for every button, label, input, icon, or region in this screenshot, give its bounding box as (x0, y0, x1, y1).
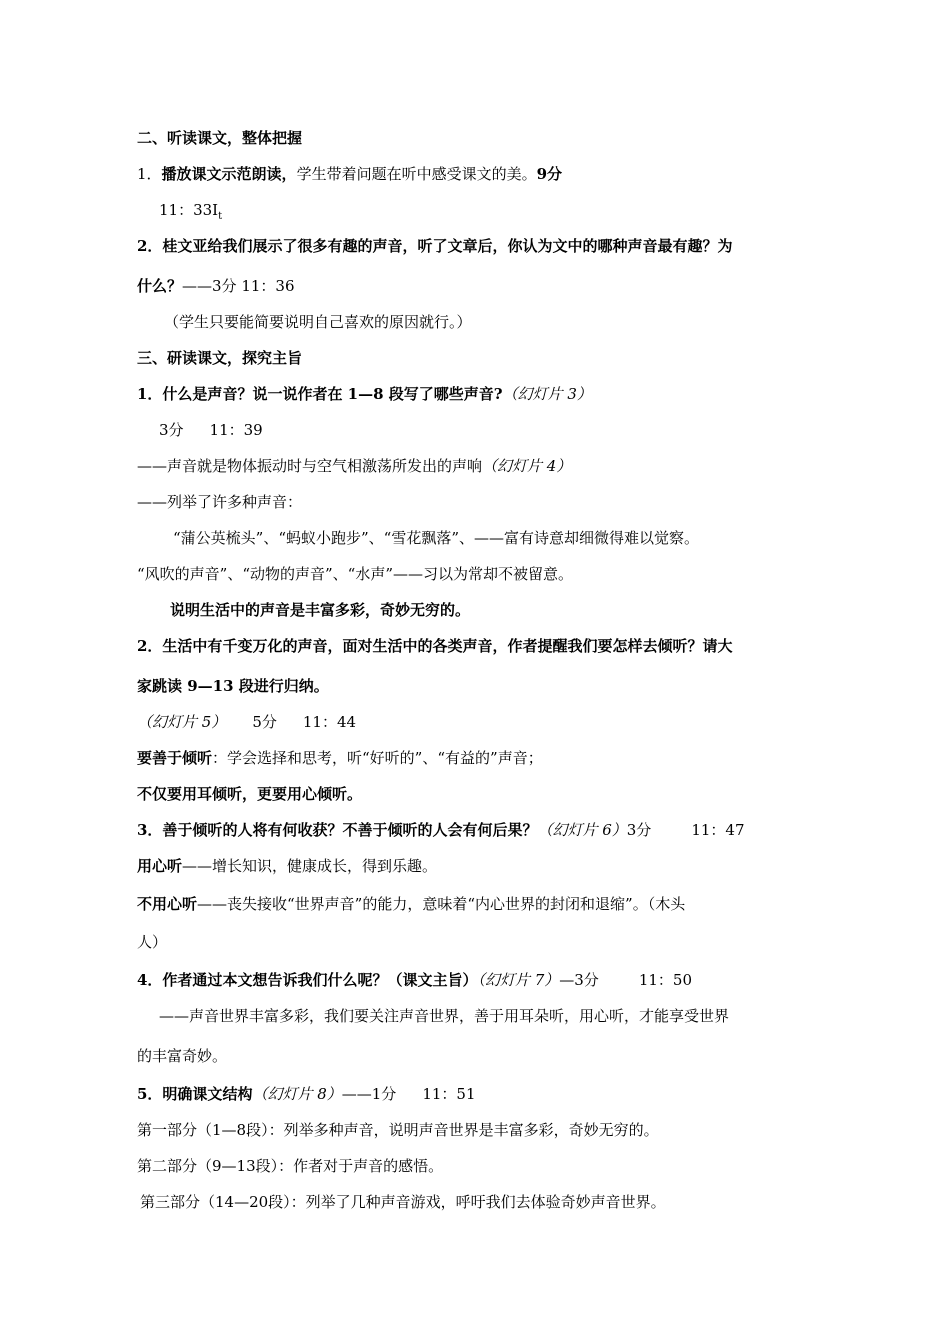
s3-question-4 (137, 970, 930, 990)
answer-bold: 不用心听 (137, 895, 198, 913)
s3-question-1 (137, 384, 930, 404)
s3-q1-answer-4: “风吹的声音”、“动物的声音”、“水声”——习以为常却不被留意。 (137, 565, 574, 583)
s3-q5-part-1: 第一部分（1—8段）：列举多种声音，说明声音世界是丰富多彩，奇妙无穷的。 (137, 1121, 659, 1139)
q-time: 11：44 (302, 713, 357, 731)
q-time: 11：50 (638, 971, 692, 989)
q-bold-text: 什么？ (137, 277, 183, 295)
s3-q1-answer-3: “蒲公英梳头”、“蚂蚁小跑步”、“雪花飘落”、——富有诗意却细微得难以觉察。 (173, 529, 700, 547)
s3-q5-part-2: 第二部分（9—13段）：作者对于声音的感悟。 (137, 1157, 444, 1175)
slide-ref: （幻灯片 4） (482, 457, 572, 475)
s3-q2-answer-2: 不仅要用耳倾听，更要用心倾听。 (137, 785, 363, 803)
s3-q3-answer-2 (137, 894, 930, 914)
s2-note: （学生只要能简要说明自己喜欢的原因就行。） (164, 313, 472, 331)
q-score-time: ——3分 11：36 (182, 277, 295, 295)
q-time: 11：47 (691, 821, 745, 839)
q-text: 学生带着问题在听中感受课文的美。 (296, 165, 537, 183)
s3-q1-conclusion: 说明生活中的声音是丰富多彩，奇妙无穷的。 (170, 601, 471, 619)
q-text: 1．什么是声音？说一说作者在 1—8 段写了哪些声音? (137, 385, 503, 403)
s3-question-3 (137, 820, 930, 840)
slide-ref: （幻灯片 8） (252, 1085, 342, 1103)
section-3-heading: 三、研读课文，探究主旨 (137, 349, 303, 367)
answer-bold: 用心听 (137, 857, 183, 875)
q-time: 11：51 (422, 1085, 476, 1103)
slide-ref: （幻灯片 5） (137, 713, 227, 731)
s3-q3-answer-1 (137, 856, 930, 876)
s3-q2-answer-1 (137, 748, 930, 768)
slide-ref: （幻灯片 7） (477, 971, 560, 989)
q-score: 3分 (626, 821, 652, 839)
s3-q3-answer-2-cont: 人） (137, 933, 168, 951)
q-text: 5．明确课文结构 (137, 1085, 253, 1103)
s3-q1-answer-1 (137, 456, 930, 476)
time-stamp (159, 200, 930, 227)
q-score: 5分 (252, 713, 277, 731)
q-score: 3分 (159, 421, 184, 439)
q-number: 1． (137, 165, 162, 183)
s3-q1-score-time (159, 420, 930, 440)
s3-q5-part-3: 第三部分（14—20段）：列举了几种声音游戏，呼吁我们去体验奇妙声音世界。 (140, 1193, 666, 1211)
s3-question-2-line-2: 家跳读 9—13 段进行归纳。 (137, 677, 329, 695)
answer-text: ：学会选择和思考，听“好听的”、“有益的”声音； (212, 749, 543, 767)
q-bold-text: 播放课文示范朗读， (161, 165, 297, 183)
answer-text: ——增长知识，健康成长，得到乐趣。 (182, 857, 438, 875)
q-score: —3分 (559, 971, 599, 989)
answer-text: ——丧失接收“世界声音”的能力，意味着“内心世界的封闭和退缩”。（木头 (197, 895, 686, 913)
s3-question-5 (137, 1084, 930, 1104)
answer-text: ——声音就是物体振动时与空气相激荡所发出的声响 (137, 457, 483, 475)
s2-question-2-line-1: 2．桂文亚给我们展示了很多有趣的声音，听了文章后，你认为文中的哪种声音最有趣？为 (137, 237, 733, 255)
s2-question-2-line-2 (137, 276, 930, 296)
q-time: 11：39 (209, 421, 263, 439)
time-text: 11：33I (159, 201, 219, 219)
q-text: 4．作者通过本文想告诉我们什么呢？（课文主旨） (137, 971, 478, 989)
q-score: 9分 (536, 165, 563, 183)
section-2-heading: 二、听读课文，整体把握 (137, 129, 303, 147)
slide-ref: （幻灯片 6） (537, 821, 627, 839)
s2-question-1 (137, 164, 930, 184)
q-text: 3．善于倾听的人将有何收获？不善于倾听的人会有何后果？ (137, 821, 538, 839)
q-score: ——1分 (341, 1085, 397, 1103)
s3-q4-answer-1: ——声音世界丰富多彩，我们要关注声音世界，善于用耳朵听，用心听，才能享受世界 (159, 1007, 730, 1025)
s3-q4-answer-2: 的丰富奇妙。 (137, 1047, 228, 1065)
answer-bold: 要善于倾听 (137, 749, 213, 767)
s3-q2-slide-score-time (137, 712, 930, 732)
slide-ref: （幻灯片 3） (502, 385, 592, 403)
s3-q1-answer-2: ——列举了许多种声音： (137, 493, 303, 511)
s3-question-2-line-1: 2．生活中有千变万化的声音，面对生活中的各类声音，作者提醒我们要怎样去倾听？请大 (137, 637, 733, 655)
time-subscript: t (218, 211, 223, 222)
